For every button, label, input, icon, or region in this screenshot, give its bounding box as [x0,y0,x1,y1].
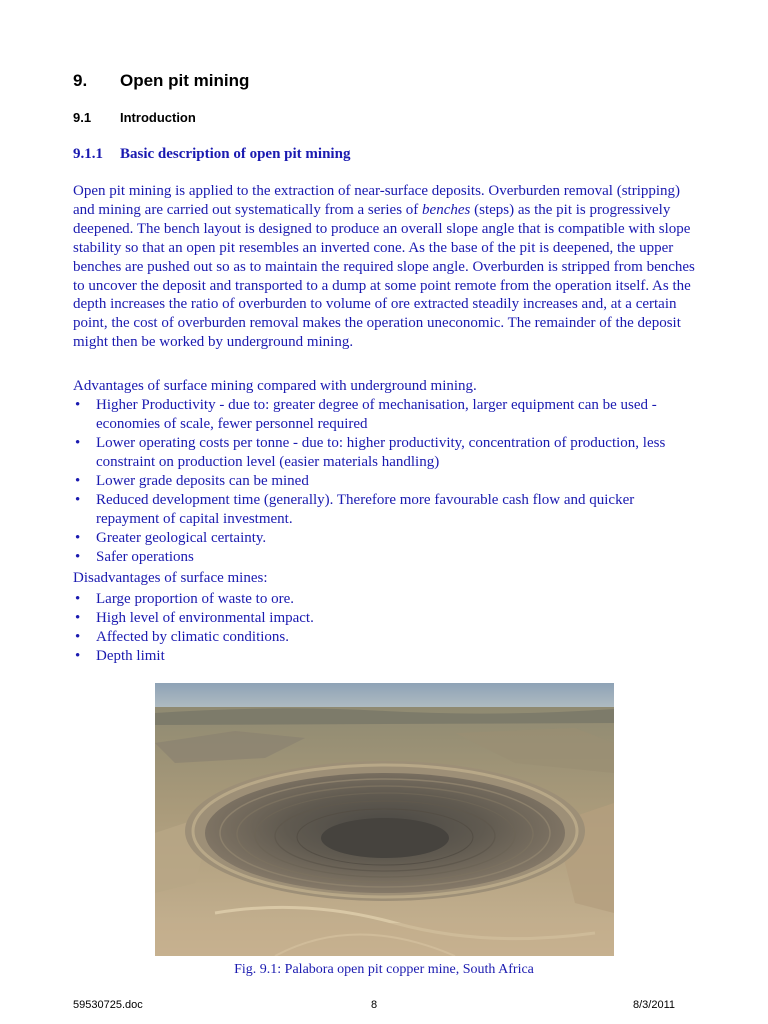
chapter-title: Open pit mining [120,71,250,90]
section-heading [73,110,196,125]
paragraph-text-1: Open pit mining is applied to the extraction of near-surface deposits. Overburden removal (stripping) and mining are carried out systematically from a series of [73,183,681,218]
paragraph-text-2: (steps) as the pit is progressively deepened. The bench layout is designed to produce an overall slope angle that is compatible with slope stability so that an open pit resembles an inverted cone. As the base of the pit is deepened, the upper benches are pushed out so as to maintain the required slope angle. Overburden is stripped from benches to uncover the deposit and transported to a dump at some point remote from the operation itself. As the depth increases the ratio of overburden to volume of ore extracted steadily increases and, at a certain point, the cost of overburden removal makes the operation uneconomic. The remainder of the deposit might then be worked by underground mining. [73,201,695,351]
footer-date: 8/3/2011 [633,999,676,1011]
list-item: • Large proportion of waste to ore. [73,590,698,609]
paragraph-emphasis: benches [422,201,471,218]
list-item: • Greater geological certainty. [73,529,698,548]
list-item: • Affected by climatic conditions. [73,628,698,647]
footer-page-number: 8 [371,999,378,1011]
subsection-heading [73,146,350,163]
subsection-number: 9.1.1 [73,146,103,162]
open-pit-mine-photo [155,683,614,956]
section-title: Introduction [120,110,196,125]
list-item: • High level of environmental impact. [73,609,698,628]
list-item: • Higher Productivity - due to: greater degree of mechanisation, larger equipment can be used - economies of scale, fewer personnel required [73,396,698,434]
footer-filename: 59530725.doc [73,999,143,1011]
disadvantages-list [73,590,698,666]
intro-paragraph [73,182,698,352]
disadvantages-title: Disadvantages of surface mines: [73,570,268,586]
advantages-title: Advantages of surface mining compared with underground mining. [73,378,477,394]
advantages-list [73,396,698,567]
subsection-title: Basic description of open pit mining [120,146,351,162]
list-item: • Reduced development time (generally). Therefore more favourable cash flow and quicker repayment of capital investment. [73,491,698,529]
list-item: • Depth limit [73,647,698,666]
list-item: • Lower operating costs per tonne - due to: higher productivity, concentration of production, less constraint on production level (easier materials handling) [73,434,698,472]
list-item: • Safer operations [73,548,698,567]
section-number: 9.1 [73,110,92,125]
figure-caption: Fig. 9.1: Palabora open pit copper mine, South Africa [234,962,534,977]
chapter-number: 9. [73,71,88,90]
list-item: • Lower grade deposits can be mined [73,472,698,491]
chapter-heading [73,71,249,91]
